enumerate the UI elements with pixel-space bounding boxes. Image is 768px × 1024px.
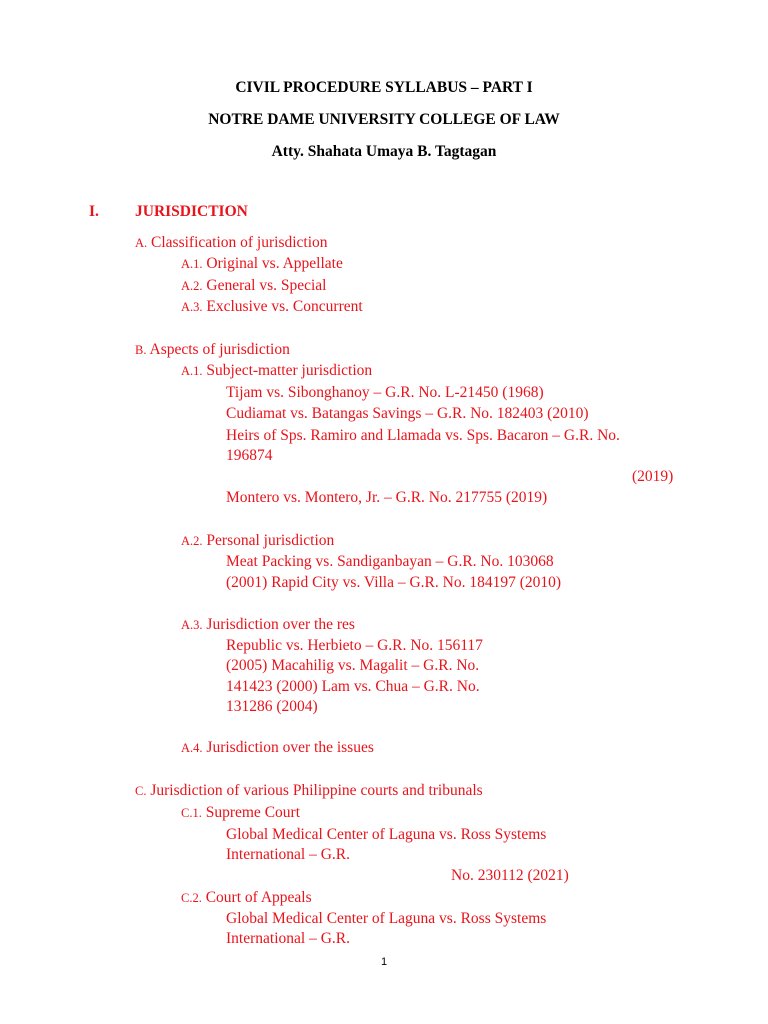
case-citation: Global Medical Center of Laguna vs. Ross Systems [226, 910, 547, 927]
subsection-b-heading: B. Aspects of jurisdiction [135, 341, 290, 358]
item-b2: A.2. Personal jurisdiction [181, 532, 335, 549]
subsection-a-heading [135, 234, 328, 252]
section-numeral: I. [89, 203, 99, 220]
case-citation: International – G.R. [226, 846, 350, 863]
item-a2: A.2. General vs. Special [181, 277, 327, 294]
syllabus-title: CIVIL PROCEDURE SYLLABUS – PART I [235, 79, 533, 96]
item-c1: C.1. Supreme Court [181, 804, 300, 821]
case-citation: (2019) [632, 468, 674, 485]
item-a1: A.1. Original vs. Appellate [181, 255, 343, 272]
case-citation: Global Medical Center of Laguna vs. Ross Systems [226, 826, 547, 843]
case-citation: (2001) Rapid City vs. Villa – G.R. No. 184197 (2010) [226, 574, 562, 591]
case-citation: (2005) Macahilig vs. Magalit – G.R. No. [226, 657, 480, 674]
case-citation: 141423 (2000) Lam vs. Chua – G.R. No. [226, 678, 480, 695]
item-b1: A.1. Subject-matter jurisdiction [181, 362, 373, 379]
case-citation: Tijam vs. Sibonghanoy – G.R. No. L-21450 (1968) [226, 384, 544, 401]
case-citation: No. 230112 (2021) [451, 867, 569, 884]
section-title: JURISDICTION [135, 203, 248, 220]
case-citation: 131286 (2004) [226, 698, 318, 715]
case-citation: Meat Packing vs. Sandiganbayan – G.R. No. 103068 [226, 553, 554, 570]
page-number: 1 [380, 956, 388, 968]
case-citation: International – G.R. [226, 930, 350, 947]
item-a3: A.3. Exclusive vs. Concurrent [181, 298, 363, 315]
subsection-a-title: Classification of jurisdiction [151, 234, 328, 251]
case-citation: Cudiamat vs. Batangas Savings – G.R. No. 182403 (2010) [226, 405, 589, 422]
case-citation: 196874 [226, 447, 273, 464]
item-b4: A.4. Jurisdiction over the issues [181, 739, 374, 756]
subsection-a-letter: A. [135, 236, 148, 250]
subsection-c-heading: C. Jurisdiction of various Philippine courts and tribunals [135, 782, 483, 799]
author-name: Atty. Shahata Umaya B. Tagtagan [271, 143, 497, 160]
case-citation: Montero vs. Montero, Jr. – G.R. No. 217755 (2019) [226, 489, 548, 506]
university-name: NOTRE DAME UNIVERSITY COLLEGE OF LAW [208, 111, 560, 128]
case-citation: Heirs of Sps. Ramiro and Llamada vs. Sps. Bacaron – G.R. No. [226, 427, 620, 444]
case-citation: Republic vs. Herbieto – G.R. No. 156117 [226, 637, 483, 654]
item-b3: A.3. Jurisdiction over the res [181, 616, 355, 633]
item-c2: C.2. Court of Appeals [181, 889, 312, 906]
